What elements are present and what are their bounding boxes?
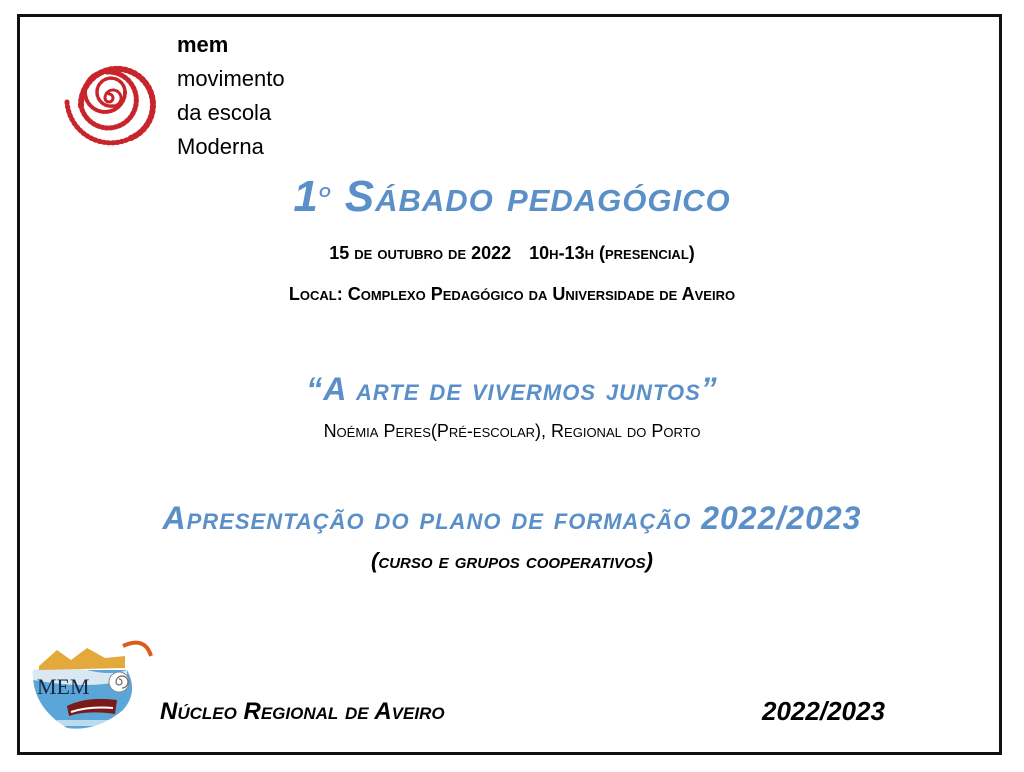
event-title-text: Sábado pedagógico — [344, 172, 731, 221]
mem-aveiro-badge-icon — [27, 636, 155, 732]
footer-nucleo: Núcleo Regional de Aveiro — [160, 698, 445, 725]
org-line-1: movimento — [177, 66, 285, 91]
plan-subtitle: (curso e grupos cooperativos) — [371, 548, 653, 573]
footer-year: 2022/2023 — [762, 696, 885, 726]
spiral-logo-icon — [57, 46, 161, 150]
org-line-3: Moderna — [177, 134, 264, 159]
session-speaker: Noémia Peres(Pré-escolar), Regional do Porto — [323, 421, 701, 441]
organization-name — [177, 28, 285, 164]
event-ordinal-mark: o — [318, 177, 332, 202]
event-location: Local: Complexo Pedagógico da Universidade de Aveiro — [288, 284, 736, 304]
org-line-2: da escola — [177, 100, 272, 125]
org-acronym: mem — [177, 32, 229, 57]
event-title — [0, 172, 1024, 222]
plan-title: Apresentação do plano de formação 2022/2023 — [162, 500, 862, 536]
event-time: 10h-13h (presencial) — [529, 243, 695, 263]
session-title: “A arte de vivermos juntos” — [306, 371, 718, 407]
badge-label: MEM — [37, 674, 90, 699]
event-ordinal: 1 — [293, 172, 319, 221]
event-date: 15 de outubro de 2022 — [329, 243, 512, 263]
event-datetime — [0, 243, 1024, 264]
